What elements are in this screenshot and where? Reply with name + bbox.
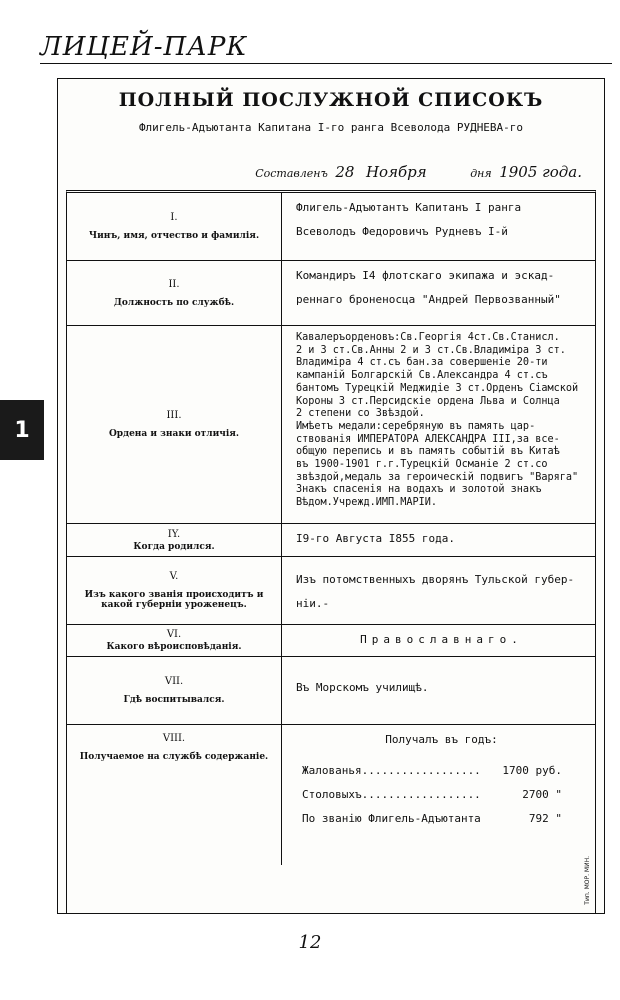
row-label: Когда родился.: [133, 541, 215, 552]
salary-amount: 2700 ": [522, 788, 562, 801]
row-label: Должность по службѣ.: [113, 297, 235, 308]
printer-side-label: Тип. МОР. МИН.: [584, 856, 591, 905]
chapter-tab: 1: [0, 400, 44, 460]
row-label-cell: [67, 657, 282, 724]
row-value-line: Владиміра 4 ст.съ бан.за совершеніе 20-ти: [296, 357, 548, 369]
service-record-document: [57, 78, 605, 914]
record-row-birth: [67, 524, 595, 557]
row-value-line: Флигель-Адъютантъ Капитанъ I ранга: [296, 201, 522, 214]
row-label: Чинъ, имя, отчество и фамилія.: [88, 231, 260, 241]
row-value-line: Командиръ I4 флотскаго экипажа и эскад-: [296, 269, 555, 282]
compiled-day: 28: [335, 163, 355, 181]
row-value-cell: [282, 725, 595, 865]
salary-amount: 792 ": [528, 812, 562, 825]
row-label-cell: [67, 557, 282, 624]
row-value-line: Вѣдом.Учрежд.ИМП.МАРІИ.: [296, 497, 438, 509]
compiled-date-line: [255, 163, 586, 181]
row-label: Какого вѣроисповѣданія.: [106, 642, 242, 652]
record-row-salary: [67, 725, 595, 865]
compiled-month: Ноября: [365, 163, 427, 181]
row-value-line: Имѣетъ медали:серебряную въ память цар-: [296, 420, 536, 432]
row-value-line: общую перепись и въ память событій въ Китаѣ: [296, 446, 560, 458]
salary-line: [302, 783, 562, 807]
compiled-year: 1905 года.: [499, 163, 582, 181]
row-value-cell: [282, 557, 595, 624]
magazine-brand: ЛИЦЕЙ-ПАРК: [40, 32, 248, 62]
record-row-origin: [67, 557, 595, 625]
row-number: VII.: [164, 676, 184, 687]
row-value-line: Православнаго.: [360, 633, 523, 646]
salary-heading: Получалъ въ годъ:: [385, 733, 498, 746]
row-label: Гдѣ воспитывался.: [123, 695, 225, 705]
record-row-rank: [67, 193, 595, 261]
row-label: Получаемое на службѣ содержаніе.: [79, 752, 269, 762]
row-label-cell: [67, 524, 282, 556]
row-value-line: 2 степени со Звѣздой.: [296, 408, 425, 420]
record-row-position: [67, 261, 595, 326]
row-number: VI.: [166, 629, 182, 640]
row-value-line: ніи.-: [296, 597, 330, 610]
row-value-line: бантомъ Турецкій Меджидіе 3 ст.Орденъ Сіамской: [296, 382, 579, 394]
row-value-cell: [282, 524, 595, 556]
row-value-line: Всеволодъ Федоровичъ Рудневъ I-й: [296, 225, 508, 238]
row-value-line: Кавалеръорденовъ:Св.Георгія 4ст.Св.Станисл.: [296, 332, 560, 343]
document-subtitle: Флигель-Адъютанта Капитана I-го ранга Всеволода РУДНЕВА-го: [138, 121, 524, 134]
salary-line: [302, 807, 562, 831]
row-value-cell: [282, 657, 595, 724]
row-label-cell: [67, 725, 282, 865]
row-value-cell: [282, 261, 595, 325]
row-number: VIII.: [162, 733, 186, 744]
row-number: II.: [168, 278, 180, 290]
row-label-cell: [67, 261, 282, 325]
document-title: ПОЛНЫЙ ПОСЛУЖНОЙ СПИСОКЪ: [118, 89, 544, 111]
row-number: III.: [166, 410, 182, 421]
record-table: [66, 190, 596, 913]
row-number: I.: [170, 212, 178, 223]
salary-item: Столовыхъ..................: [302, 788, 481, 801]
row-value-line: Короны 3 ст.Персидскіе ордена Льва и Солнца: [296, 395, 560, 407]
salary-item: По званію Флигель-Адъютанта: [302, 812, 481, 825]
row-label-cell: [67, 193, 282, 260]
record-row-orders: [67, 326, 595, 524]
row-value-cell: [282, 193, 595, 260]
row-value-line: Знакъ спасенія на водахъ и золотой знакъ: [296, 484, 542, 496]
row-value-line: Изъ потомственныхъ дворянъ Тульской губер-: [296, 573, 575, 586]
salary-item: Жалованья..................: [302, 764, 481, 777]
compiled-prefix: Составленъ: [255, 167, 328, 180]
row-number: V.: [169, 571, 179, 582]
row-number: IY.: [167, 528, 181, 540]
row-label-cell: [67, 326, 282, 523]
row-value-line: кампаній Болгарскій Св.Александра 4 ст.съ: [296, 370, 548, 382]
row-label-cell: [67, 625, 282, 656]
row-value-cell: [282, 625, 595, 656]
row-value-line: въ 1900-1901 г.г.Турецкій Османіе 2 ст.со: [296, 459, 548, 471]
compiled-day-label: дня: [470, 167, 492, 180]
row-value-line: ствованія ИМПЕРАТОРА АЛЕКСАНДРА III,за все-: [296, 433, 560, 445]
row-value-line: 2 и 3 ст.Св.Анны 2 и 3 ст.Св.Владиміра 3 ст.: [296, 344, 566, 356]
record-row-education: [67, 657, 595, 725]
row-value-line: звѣздой,медаль за героическій подвигъ "Варяга": [296, 471, 579, 483]
row-label: Ордена и знаки отличія.: [108, 429, 240, 439]
page-number: 12: [298, 932, 322, 953]
header-divider: [40, 63, 612, 64]
row-value-line: Въ Морскомъ училищѣ.: [296, 681, 429, 694]
row-value-line: I9-го Августа I855 года.: [296, 532, 455, 545]
row-value-cell: [282, 326, 595, 523]
record-row-religion: [67, 625, 595, 657]
row-label: Изъ какого званія происходитъ и какой губерніи уроженецъ.: [84, 590, 264, 610]
salary-line: [302, 759, 562, 783]
row-value-line: реннаго броненосца "Андрей Первозванный": [296, 293, 561, 306]
salary-amount: 1700 руб.: [502, 764, 562, 777]
